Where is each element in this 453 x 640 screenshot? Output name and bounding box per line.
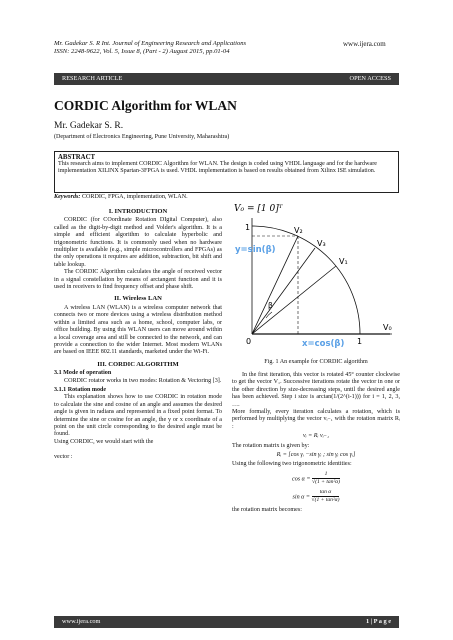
cos-identity-fraction (312, 471, 340, 487)
x-one-label: 1 (357, 337, 363, 346)
v0-equation: V₀ = [1 0]ᵀ (234, 204, 283, 214)
cordic-figure (232, 200, 400, 348)
open-access-label: OPEN ACCESS (349, 75, 391, 82)
origin-label: 0 (246, 337, 252, 346)
keywords-label: Keywords: (54, 194, 81, 200)
header-site-link[interactable]: www.ijera.com (343, 40, 386, 48)
issn-line: ISSN: 2248-9622, Vol. 5, Issue 8, (Part - 2) August 2015, pp.01-04 (54, 48, 230, 56)
abstract-text: This research aims to implement CORDIC Algorithm for WLAN. The design is coded using VHDL language and for the hardware implementation XILINX Spartan-3FPGA is used. VHDL implementation is based on results obtained from Xilinx ISE simulation. (58, 161, 377, 175)
cos-identity (232, 471, 400, 487)
vector-line: vector : (54, 454, 73, 461)
rotation-matrix-intro: The rotation matrix is given by: (232, 442, 310, 449)
intro-paragraph-2: The CORDIC Algorithm calculates the angle of received vector in a signal constellation by means of arctangent function and it is used in receivers to find frequency offset and phase shift. (54, 269, 222, 291)
wlan-heading: II. Wireless LAN (114, 295, 162, 303)
sin-denominator: √(1 + tan²α) (311, 497, 340, 504)
rotation-matrix-equation: Rᵢ = [cos γᵢ −sin γᵢ ; sin γᵢ cos γᵢ] (276, 452, 356, 459)
formal-paragraph: More formally, every iteration calculates a rotation, which is performed by multiplying the vector vᵢ₋₁ with the rotation matrix Rᵢ : (232, 409, 400, 430)
v1-label: V₁ (339, 257, 348, 266)
journal-name: Mr. Gadekar S. R Int. Journal of Engineering Research and Applications (54, 40, 247, 47)
y-one-label: 1 (245, 223, 251, 232)
mode-paragraph: CORDIC rotator works in two modes: Rotation & Vectoring [3]. (64, 377, 222, 384)
y-sin-label: y=sin(β) (235, 245, 276, 255)
research-article-label: RESEARCH ARTICLE (62, 75, 123, 82)
iteration-equation: vᵢ = Rᵢ vᵢ₋₁ (302, 433, 330, 440)
identities-intro: Using the following two trigonometric identities: (232, 461, 352, 468)
x-cos-label: x=cos(β) (302, 339, 345, 348)
sin-identity (232, 489, 400, 505)
sin-identity-fraction (312, 489, 340, 505)
sin-numerator: tan α (312, 489, 340, 497)
cos-denominator: √(1 + tan²α) (312, 479, 340, 486)
author-name: Mr. Gadekar S. R. (54, 121, 124, 131)
article-type-band (54, 73, 399, 85)
cordic-heading: III. CORDIC ALGORITHM (97, 360, 179, 368)
unit-arc (252, 226, 360, 334)
keywords-text: CORDIC, FPGA, implementation, WLAN. (81, 194, 188, 200)
beta-label: β (268, 301, 273, 310)
rotation-paragraph: This explanation shows how to use CORDIC in rotation mode to calculate the sine and cosine of an angle and assumes the desired angle is given in radians and represented in a fixed point format. To determine the sine or cosine for an angle, the y or x coordinate of a point on the unit circle corresponding to the desired angle must be found. (54, 394, 222, 438)
abstract-box (54, 151, 399, 193)
page-number: 1 | P a g e (366, 618, 391, 625)
cos-numerator: 1 (312, 471, 340, 479)
keywords-line (54, 194, 188, 200)
left-column (54, 204, 222, 462)
footer-band (54, 616, 399, 628)
cos-identity-lhs: cos α = (292, 476, 311, 483)
intro-paragraph-1: CORDIC (for COordinate Rotation DIgital Computer), also called as the digit-by-digit method and Volder's algorithm. It is a simple and efficient algorithm to calculate hyperbolic and trigonometric functions. It is commonly used when no hardware multiplier is available (e.g., simple microcontrollers and FPGAs) as the only operations it requires are addition, subtraction, bit shift and table lookup. (54, 217, 222, 268)
v2-label: V₂ (294, 226, 303, 235)
beta-arc (266, 312, 272, 318)
intro-heading: I. INTRODUCTION (108, 208, 168, 215)
iteration-paragraph: In the first iteration, this vector is rotated 45° counter clockwise to get the vector V₁. Successive iterations rotate the vector in one or the other direction by size-decreasing steps, until the desired angle has been achieved. Step i size is arctan(1/(2^(i-1))) for i = 1, 2, 3, …. (232, 372, 400, 408)
v3-label: V₃ (317, 239, 326, 248)
v0-label: V₀ (383, 323, 392, 332)
paper-title: CORDIC Algorithm for WLAN (54, 98, 237, 113)
matrix-becomes-line: the rotation matrix becomes: (232, 506, 302, 513)
mode-subheading: 3.1 Mode of operation (54, 370, 112, 377)
abstract-heading: ABSTRACT (58, 154, 96, 161)
sin-identity-lhs: sin α = (292, 494, 310, 500)
rotation-paragraph-cont: Using CORDIC, we would start with the (54, 438, 154, 445)
figure-caption: Fig. 1 An example for CORDIC algorithm (264, 359, 368, 365)
author-affiliation: (Department of Electronics Engineering, Pune University, Maharashtra) (54, 134, 230, 140)
right-column (232, 372, 400, 514)
footer-site-link[interactable]: www.ijera.com (62, 618, 101, 625)
wlan-paragraph: A wireless LAN (WLAN) is a wireless computer network that connects two or more devices using a wireless distribution method within a limited area such as a home, school, computer labs, or office building. By using this WLAN users can move around within a local coverage area and still be connected to the network, and can provide a connection to the wider Internet. Most modern WLANs are based on IEEE 802.11 standards, marketed under the Wi-Fi. (54, 304, 222, 356)
rotation-subheading: 3.1.1 Rotation mode (54, 386, 107, 393)
running-header (54, 40, 246, 57)
